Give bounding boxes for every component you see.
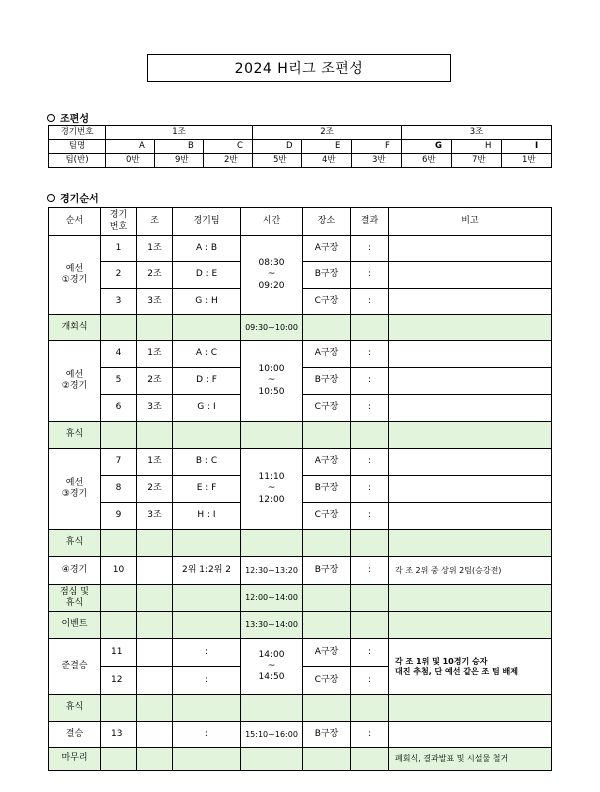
circle-bullet-icon [47,194,55,202]
class-cell: 3반 [352,154,402,168]
venue-cell: C구장 [303,667,351,695]
time-cell: 09:30~10:00 [241,315,303,341]
empty-cell [173,612,241,639]
empty-cell [101,748,137,771]
class-cell: 7반 [452,154,502,168]
header-result: 결과 [351,208,389,236]
empty-cell [389,585,552,612]
result-cell: : [351,722,389,748]
group-table [48,125,552,168]
group-header: 2조 [253,126,402,140]
teams-cell: H : I [173,503,241,530]
empty-cell [303,748,351,771]
result-cell: : [351,236,389,262]
team-cell: I [502,140,552,154]
section-heading-order [47,190,99,205]
empty-cell [389,695,552,722]
empty-cell [173,695,241,722]
venue-cell: C구장 [303,289,351,315]
final-label: 결승 [49,722,101,748]
empty-cell [137,530,173,557]
group-header: 3조 [402,126,552,140]
team-cell: B [155,140,204,154]
match-no: 3 [101,289,137,315]
note-cell: 폐회식, 결과발표 및 시설물 철거 [389,748,552,771]
empty-cell [137,557,173,585]
match-no: 1 [101,236,137,262]
note-cell [389,368,552,395]
block-label: 예선 ①경기 [49,236,101,315]
venue-cell: C구장 [303,503,351,530]
empty-cell [137,612,173,639]
venue-cell: A구장 [303,449,351,476]
time-cell: 15:10~16:00 [241,722,303,748]
class-cell: 6반 [402,154,452,168]
empty-cell [351,612,389,639]
empty-cell [137,748,173,771]
group-cell: 3조 [137,395,173,422]
empty-cell [137,422,173,449]
empty-cell [173,315,241,341]
result-cell: : [351,503,389,530]
venue-cell: B구장 [303,368,351,395]
teams-cell: 2위 1:2위 2 [173,557,241,585]
class-label: 팀(반) [49,154,106,168]
empty-cell [389,422,552,449]
result-cell: : [351,476,389,503]
teams-cell: D : E [173,262,241,289]
empty-cell [101,530,137,557]
match-no: 4 [101,341,137,368]
empty-cell [173,530,241,557]
match-no: 7 [101,449,137,476]
semi-label: 준결승 [49,639,101,695]
rest-label: 휴식 [49,530,101,557]
note-cell [389,476,552,503]
empty-cell [351,695,389,722]
empty-cell [173,422,241,449]
header-order: 순서 [49,208,101,236]
team-cell: H [452,140,502,154]
note-cell [389,262,552,289]
note-cell [389,722,552,748]
empty-cell [241,695,303,722]
result-cell: : [351,289,389,315]
time-cell: 14:00 ~ 14:50 [241,639,303,695]
empty-cell [351,748,389,771]
note-cell [389,449,552,476]
time-cell: 12:00~14:00 [241,585,303,612]
match-no: 9 [101,503,137,530]
empty-cell [241,530,303,557]
empty-cell [389,315,552,341]
header-note: 비고 [389,208,552,236]
empty-cell [137,722,173,748]
empty-cell [351,315,389,341]
note-cell: 각 조 2위 중 상위 2팀(승강전) [389,557,552,585]
class-cell: 9반 [155,154,204,168]
venue-cell: B구장 [303,476,351,503]
team-cell: E [302,140,352,154]
match-no: 10 [101,557,137,585]
result-cell: : [351,395,389,422]
match-no: 5 [101,368,137,395]
teams-cell: B : C [173,449,241,476]
time-cell: 10:00 ~ 10:50 [241,341,303,422]
empty-cell [303,422,351,449]
header-venue: 장소 [303,208,351,236]
note-cell [389,289,552,315]
teams-cell: E : F [173,476,241,503]
empty-cell [351,585,389,612]
class-cell: 0반 [106,154,155,168]
section-heading-groups [47,110,89,125]
teams-cell: : [173,667,241,695]
empty-cell [389,612,552,639]
venue-cell: B구장 [303,262,351,289]
venue-cell: A구장 [303,639,351,667]
match-no: 8 [101,476,137,503]
teams-cell: A : C [173,341,241,368]
result-cell: : [351,341,389,368]
rest-label: 휴식 [49,422,101,449]
header-group: 조 [137,208,173,236]
note-cell: 각 조 1위 및 10경기 승자 대진 추첨, 단 예선 같은 조 팀 배제 [389,639,552,695]
venue-cell: A구장 [303,236,351,262]
section-title: 경기순서 [60,194,99,205]
match-no: 2 [101,262,137,289]
block-label: 예선 ③경기 [49,449,101,530]
venue-cell: A구장 [303,341,351,368]
page-title: 2024 H리그 조편성 [147,54,451,82]
team-cell: G [402,140,452,154]
header-teams: 경기팀 [173,208,241,236]
result-cell: : [351,262,389,289]
empty-cell [303,315,351,341]
teams-cell: G : H [173,289,241,315]
time-cell: 11:10 ~ 12:00 [241,449,303,530]
empty-cell [137,667,173,695]
empty-cell [389,530,552,557]
venue-cell: B구장 [303,722,351,748]
group-cell: 2조 [137,368,173,395]
group-cell: 1조 [137,341,173,368]
header-time: 시간 [241,208,303,236]
section-title: 조편성 [60,114,89,125]
empty-cell [137,585,173,612]
empty-cell [137,695,173,722]
empty-cell [101,612,137,639]
circle-bullet-icon [47,114,55,122]
empty-cell [351,422,389,449]
team-cell: C [204,140,253,154]
team-cell: A [106,140,155,154]
match-no: 6 [101,395,137,422]
class-cell: 2반 [204,154,253,168]
teams-cell: : [173,639,241,667]
class-cell: 1반 [502,154,552,168]
venue-cell: C구장 [303,395,351,422]
class-cell: 4반 [302,154,352,168]
empty-cell [101,585,137,612]
block-label: 예선 ②경기 [49,341,101,422]
result-cell: : [351,368,389,395]
match-no: 11 [101,639,137,667]
group-cell: 3조 [137,289,173,315]
match-no: 12 [101,667,137,695]
group-header: 1조 [106,126,253,140]
teams-cell: G : I [173,395,241,422]
note-cell [389,341,552,368]
group-cell: 2조 [137,476,173,503]
empty-cell [241,422,303,449]
note-cell [389,395,552,422]
group-cell: 3조 [137,503,173,530]
teams-cell: D : F [173,368,241,395]
teams-cell: A : B [173,236,241,262]
team-cell: D [253,140,302,154]
team-cell: F [352,140,402,154]
empty-cell [351,530,389,557]
empty-cell [137,315,173,341]
game4-label: ④경기 [49,557,101,585]
empty-cell [173,748,241,771]
time-cell: 13:30~14:00 [241,612,303,639]
note-cell [389,236,552,262]
result-cell: : [351,639,389,667]
venue-cell: B구장 [303,557,351,585]
closing-label: 마무리 [49,748,101,771]
time-cell: 08:30 ~ 09:20 [241,236,303,315]
class-cell: 5반 [253,154,302,168]
note-cell [389,503,552,530]
header-label: 경기번호 [49,126,106,140]
teams-cell: : [173,722,241,748]
empty-cell [137,639,173,667]
empty-cell [241,748,303,771]
empty-cell [303,695,351,722]
empty-cell [303,585,351,612]
lunch-label: 점심 및 휴식 [49,585,101,612]
opening-label: 개회식 [49,315,101,341]
empty-cell [101,695,137,722]
empty-cell [173,585,241,612]
empty-cell [101,315,137,341]
group-cell: 2조 [137,262,173,289]
result-cell: : [351,449,389,476]
result-cell: : [351,667,389,695]
event-label: 이벤트 [49,612,101,639]
schedule-table [48,207,552,771]
time-cell: 12:30~13:20 [241,557,303,585]
group-cell: 1조 [137,236,173,262]
empty-cell [101,422,137,449]
empty-cell [303,530,351,557]
team-label: 팀명 [49,140,106,154]
group-cell: 1조 [137,449,173,476]
result-cell: : [351,557,389,585]
header-match-no: 경기 번호 [101,208,137,236]
rest-label: 휴식 [49,695,101,722]
match-no: 13 [101,722,137,748]
empty-cell [303,612,351,639]
